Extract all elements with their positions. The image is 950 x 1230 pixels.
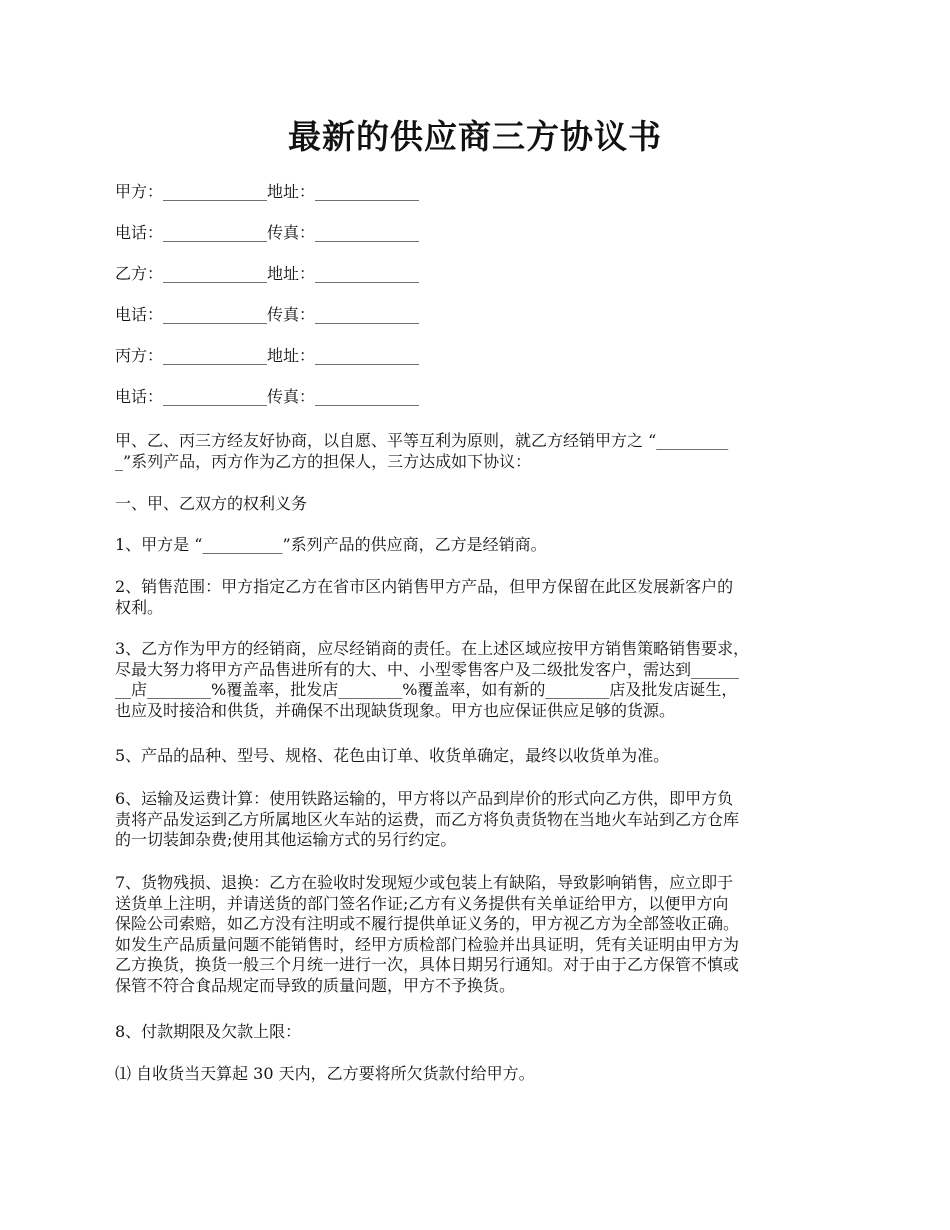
clause-5: 5、产品的品种、型号、规格、花色由订单、收货单确定，最终以收货单为准。 (115, 746, 670, 765)
clause-line: 权利。 (115, 597, 164, 617)
clause-line: 2、销售范围：甲方指定乙方在省市区内销售甲方产品，但甲方保留在此区发展新客户的 (115, 577, 734, 596)
party-a-name-address-line: 甲方：_____________地址：_____________ (115, 182, 420, 201)
party-c-name-address-line: 丙方：_____________地址：_____________ (115, 346, 420, 365)
clause-line: 责将产品发运到乙方所属地区火车站的运费，而乙方将负责货物在当地火车站到乙方仓库 (115, 809, 740, 829)
party-b-name-address-line: 乙方：_____________地址：_____________ (115, 264, 420, 283)
clause-7 (115, 873, 840, 996)
intro-line: _”系列产品，丙方作为乙方的担保人，三方达成如下协议： (115, 451, 532, 471)
clause-line: 也应及时接洽和供货，并确保不出现缺货现象。甲方也应保证供应足够的货源。 (115, 700, 676, 720)
clause-line: 3、乙方作为甲方的经销商，应尽经销商的责任。在上述区域应按甲方销售策略销售要求， (115, 639, 750, 658)
section-heading: 一、甲、乙双方的权利义务 (115, 494, 308, 513)
clause-1: 1、甲方是 “__________”系列产品的供应商，乙方是经销商。 (115, 535, 547, 554)
clause-line: __店________%覆盖率，批发店________%覆盖率，如有新的________店及批发店诞生， (115, 680, 738, 699)
clause-8-heading: 8、付款期限及欠款上限： (115, 1022, 302, 1041)
clause-line: 7、货物残损、退换：乙方在验收时发现短少或包装上有缺陷，导致影响销售，应立即于 (115, 873, 734, 892)
clause-line: 送货单上注明，并请送货的部门签名作证;乙方有义务提供有关单证给甲方，以便甲方向 (115, 893, 729, 913)
clause-line: 的一切装卸杂费;使用其他运输方式的另行约定。 (115, 830, 457, 849)
clause-3 (115, 639, 840, 721)
clause-line: 保险公司索赔，如乙方没有注明或不履行提供单证义务的，甲方视乙方为全部签收正确。 (115, 914, 740, 933)
party-a-phone-fax-line: 电话：_____________传真：_____________ (115, 223, 420, 242)
clause-line: 乙方换货，换货一般三个月统一进行一次，具体日期另行通知。对于由于乙方保管不慎或 (115, 955, 740, 974)
party-b-phone-fax-line: 电话：_____________传真：_____________ (115, 305, 420, 324)
party-c-phone-fax-line: 电话：_____________传真：_____________ (115, 387, 420, 406)
clause-6 (115, 789, 840, 851)
clause-line: 如发生产品质量问题不能销售时，经甲方质检部门检验并出具证明，凭有关证明由甲方为 (115, 934, 740, 954)
intro-line: 甲、乙、丙三方经友好协商，以自愿、平等互利为原则，就乙方经销甲方之 “_________ (115, 431, 729, 450)
clause-2 (115, 577, 840, 618)
clause-line: 保管不符合食品规定而导致的质量问题，甲方不予换货。 (115, 975, 516, 995)
clause-8-item-1: ⑴ 自收货当天算起 30 天内，乙方要将所欠货款付给甲方。 (115, 1064, 535, 1083)
intro-paragraph (115, 431, 840, 472)
document-title: 最新的供应商三方协议书 (288, 117, 662, 156)
clause-line: 6、运输及运费计算：使用铁路运输的，甲方将以产品到岸价的形式向乙方供，即甲方负 (115, 789, 734, 808)
clause-line: 尽最大努力将甲方产品售进所有的大、中、小型零售客户及二级批发客户，需达到______ (115, 659, 740, 679)
